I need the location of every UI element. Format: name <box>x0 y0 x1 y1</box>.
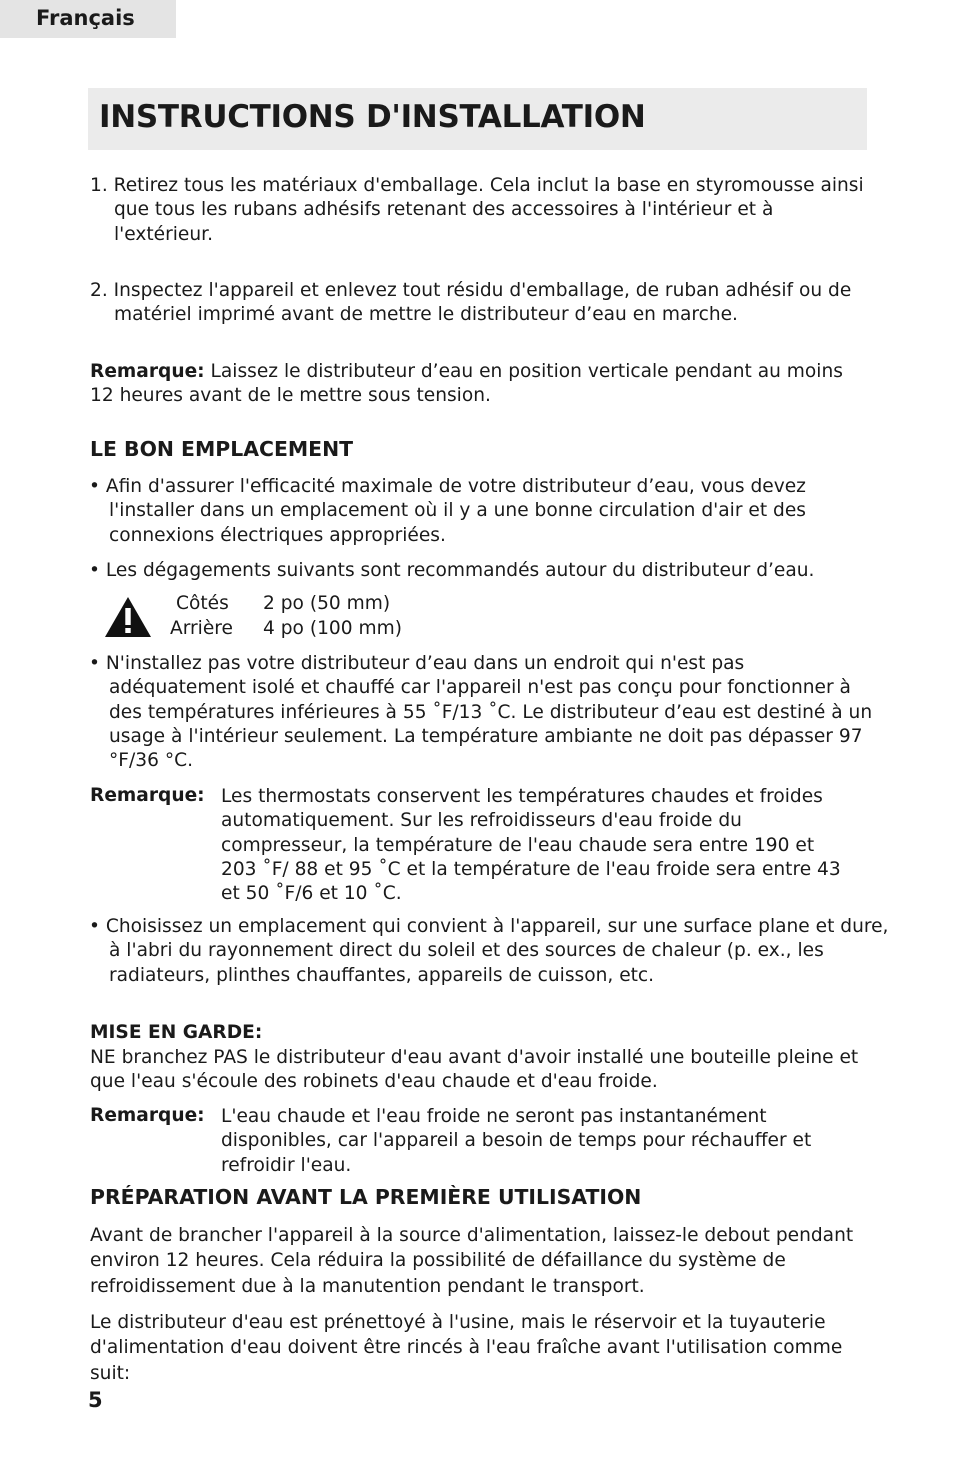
caution-heading: MISE EN GARDE: <box>90 1022 263 1043</box>
clearance-side-label: Côtés <box>176 593 229 614</box>
location-bullet-2: • Les dégagements suivants sont recommandés autour du distributeur d’eau. <box>89 560 815 581</box>
clearance-rear-label: Arrière <box>170 618 233 639</box>
note-1 <box>90 360 865 409</box>
prep-heading: PRÉPARATION AVANT LA PREMIÈRE UTILISATION <box>90 1185 642 1209</box>
language-tab: Français <box>0 0 176 38</box>
clearance-side-value: 2 po (50 mm) <box>263 593 391 614</box>
location-bullet-4: • Choisissez un emplacement qui convient à l'appareil, sur une surface plane et dure, à l'abri du rayonnement direct du soleil et des sources de chaleur (p. ex., les radiateurs, plinthes chauffantes, appareils de cuisson, etc. <box>89 916 889 986</box>
clearance-rear-value: 4 po (100 mm) <box>263 618 402 639</box>
warning-triangle-icon <box>104 596 152 638</box>
prep-paragraph-2: Le distributeur d'eau est prénettoyé à l'usine, mais le réservoir et la tuyauterie d'alimentation d'eau doivent être rincés à l'eau fraîche avant l'utilisation comme suit: <box>90 1312 843 1384</box>
note-3-label: Remarque: <box>90 1105 205 1126</box>
note-2-label: Remarque: <box>90 785 205 806</box>
caution-text: NE branchez PAS le distributeur d'eau avant d'avoir installé une bouteille pleine et que l'eau s'écoule des robinets d'eau chaude et d'eau froide. <box>90 1047 859 1093</box>
location-heading: LE BON EMPLACEMENT <box>90 437 354 461</box>
location-bullet-1: • Afin d'assurer l'efficacité maximale de votre distributeur d’eau, vous devez l'installer dans un emplacement où il y a une bonne circulation d'air et des connexions électriques appropriées. <box>89 476 806 546</box>
step-2: 2. Inspectez l'appareil et enlevez tout résidu d'emballage, de ruban adhésif ou de matériel imprimé avant de mettre le distributeur d’eau en marche. <box>90 280 852 326</box>
page-number: 5 <box>88 1388 103 1412</box>
note-2-text: Les thermostats conservent les températures chaudes et froides automatiquement. Sur les refroidisseurs d'eau froide du compresseur, la température de l'eau chaude sera entre 190 et 203 ˚F/ 88 et 95 ˚C et la température de l'eau froide sera entre 43 et 50 ˚F/6 et 10 ˚C. <box>221 786 841 905</box>
step-1: 1. Retirez tous les matériaux d'emballage. Cela inclut la base en styromousse ainsi que tous les rubans adhésifs retenant des accessoires à l'intérieur et à l'extérieur. <box>90 175 864 245</box>
prep-paragraph-1: Avant de brancher l'appareil à la source d'alimentation, laissez-le debout pendant environ 12 heures. Cela réduira la possibilité de défaillance du système de refroidissement due à la manutention pendant le transport. <box>90 1225 854 1297</box>
location-bullet-3: • N'installez pas votre distributeur d’eau dans un endroit qui n'est pas adéquatement isolé et chauffé car l'appareil n'est pas conçu pour fonctionner à des températures inférieures à 55 ˚F/13 ˚C. Le distributeur d’eau est destiné à un usage à l'intérieur seulement. La température ambiante ne doit pas dépasser 97 °F/36 °C. <box>89 653 873 772</box>
page-title: INSTRUCTIONS D'INSTALLATION <box>88 88 867 150</box>
note-1-text: Laissez le distributeur d’eau en position verticale pendant au moins 12 heures avant de le mettre sous tension. <box>90 361 843 407</box>
note-3-text: L'eau chaude et l'eau froide ne seront pas instantanément disponibles, car l'appareil a besoin de temps pour réchauffer et refroidir l'eau. <box>221 1106 812 1176</box>
note-1-label: Remarque: <box>90 361 205 382</box>
